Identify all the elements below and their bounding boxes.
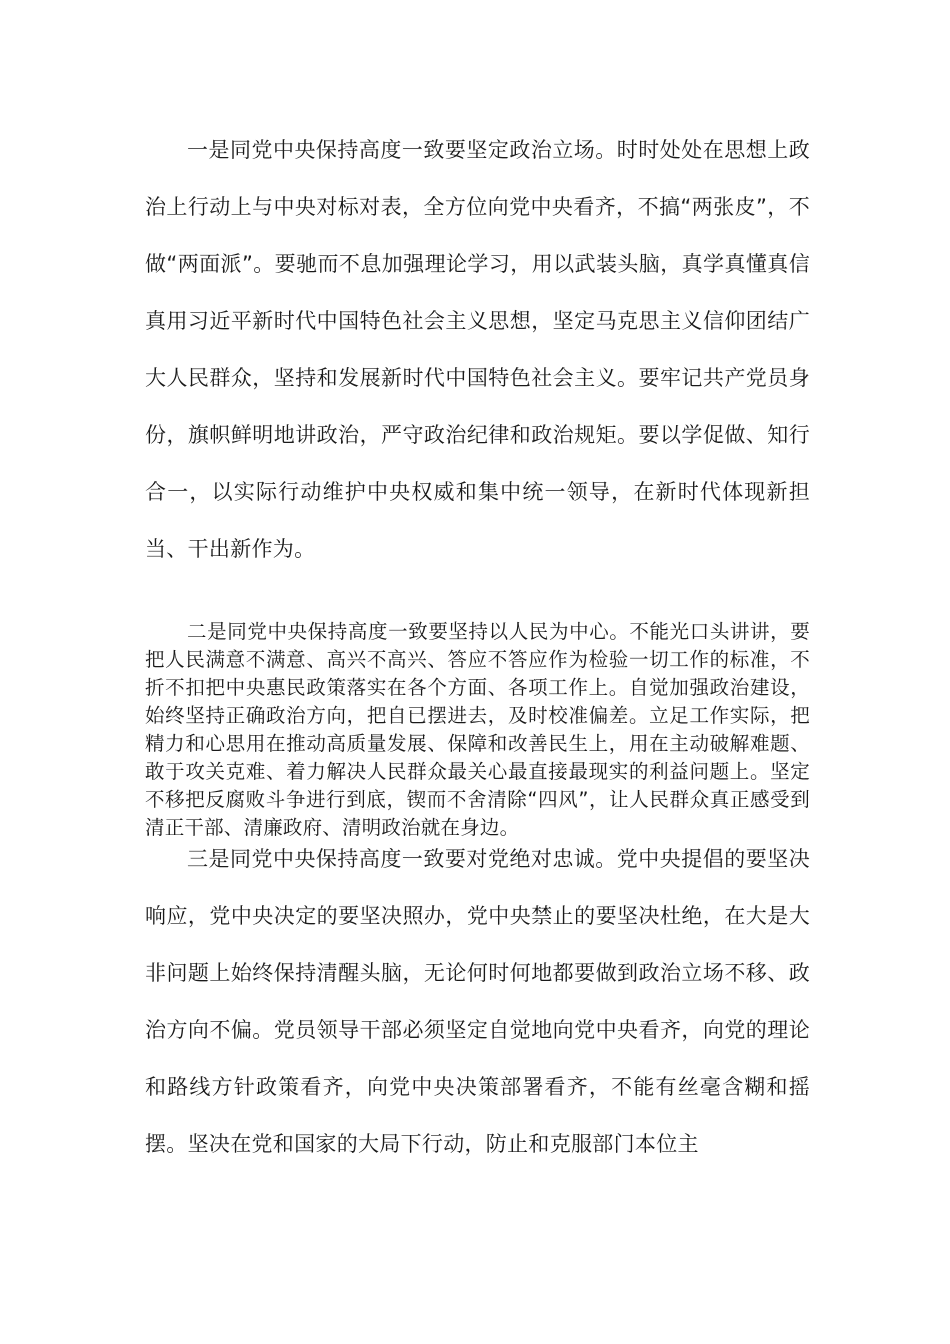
paragraph-political-stance: 一是同党中央保持高度一致要坚定政治立场。时时处处在思想上政治上行动上与中央对标对表，全方位向党中央看齐，不搞“两张皮”，不做“两面派”。要驰而不息加强理论学习，用以武装头脑，真学真懂真信真用习近平新时代中国特色社会主义思想，坚定马克思主义信仰团结广大人民群众，坚持和发展新时代中国特色社会主义。要牢记共产党员身份，旗帜鲜明地讲政治，严守政治纪律和政治规矩。要以学促做、知行合一，以实际行动维护中央权威和集中统一领导，在新时代体现新担当、干出新作为。 <box>145 138 810 561</box>
paragraph-people-centered: 二是同党中央保持高度一致要坚持以人民为中心。不能光口头讲讲，要把人民满意不满意、高兴不高兴、答应不答应作为检验一切工作的标准，不折不扣把中央惠民政策落实在各个方面、各项工作上。自觉加强政治建设，始终坚持正确政治方向，把自已摆进去，及时校准偏差。立足工作实际，把精力和心思用在推动高质量发展、保障和改善民生上，用在主动破解难题、敢于攻关克难、着力解决人民群众最关心最直接最现实的利益问题上。坚定不移把反腐败斗争进行到底，锲而不舍清除“四风”，让人民群众真正感受到清正干部、清廉政府、清明政治就在身边。 <box>145 620 810 839</box>
paragraph-absolute-loyalty: 三是同党中央保持高度一致要对党绝对忠诚。党中央提倡的要坚决响应，党中央决定的要坚决照办，党中央禁止的要坚决杜绝，在大是大非问题上始终保持清醒头脑，无论何时何地都要做到政治立场不移、政治方向不偏。党员领导干部必须坚定自觉地向党中央看齐，向党的理论和路线方针政策看齐，向党中央决策部署看齐，不能有丝毫含糊和摇摆。坚决在党和国家的大局下行动，防止和克服部门本位主 <box>145 847 810 1156</box>
